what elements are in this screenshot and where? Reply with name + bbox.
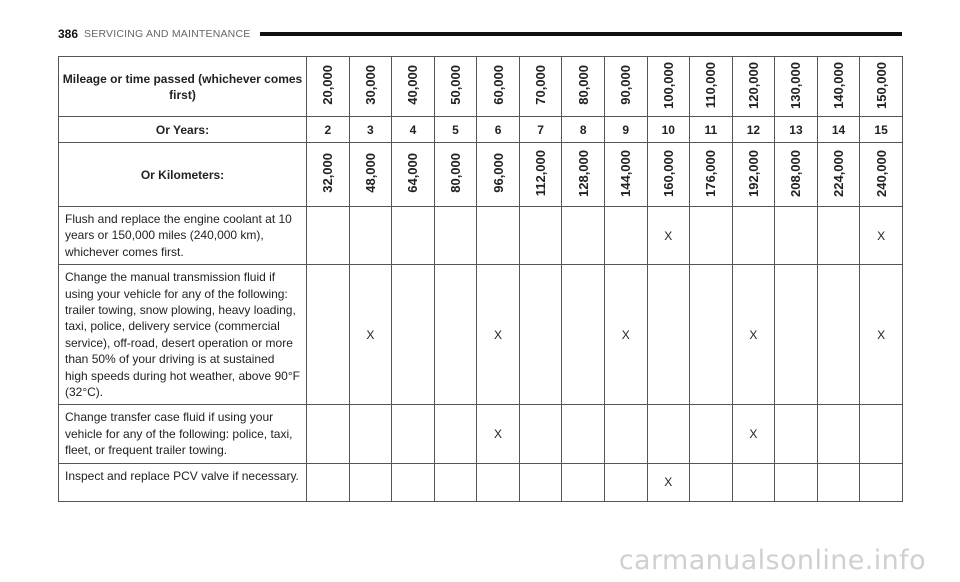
service-mark: X <box>647 463 690 501</box>
mileage-value: 120,000 <box>745 61 761 109</box>
service-description: Flush and replace the engine coolant at 10 years or 150,000 miles (240,000 km), whichever comes first. <box>59 207 307 265</box>
service-mark <box>519 265 562 405</box>
service-mark: X <box>732 265 775 405</box>
mileage-cell <box>477 57 520 117</box>
service-mark <box>562 405 605 463</box>
mileage-cell <box>349 57 392 117</box>
kilometers-cell <box>562 143 605 207</box>
service-mark <box>690 265 733 405</box>
years-value: 15 <box>860 117 903 143</box>
service-mark <box>392 265 435 405</box>
kilometers-cell <box>477 143 520 207</box>
service-mark <box>732 207 775 265</box>
kilometers-label: Or Kilometers: <box>59 143 307 207</box>
years-value: 5 <box>434 117 477 143</box>
years-label: Or Years: <box>59 117 307 143</box>
kilometers-value: 80,000 <box>447 153 463 193</box>
mileage-cell <box>732 57 775 117</box>
kilometers-cell <box>604 143 647 207</box>
years-value: 13 <box>775 117 818 143</box>
service-mark <box>562 463 605 501</box>
kilometers-cell <box>775 143 818 207</box>
mileage-value: 130,000 <box>788 61 804 109</box>
mileage-value: 140,000 <box>831 61 847 109</box>
service-mark <box>392 405 435 463</box>
mileage-label: Mileage or time passed (whichever comes first) <box>59 57 307 117</box>
mileage-cell <box>775 57 818 117</box>
mileage-cell <box>860 57 903 117</box>
kilometers-value: 32,000 <box>320 153 336 193</box>
watermark: carmanualsonline.info <box>618 545 926 576</box>
service-mark <box>392 207 435 265</box>
mileage-value: 50,000 <box>447 65 463 105</box>
service-description: Inspect and replace PCV valve if necessary. <box>59 463 307 501</box>
service-mark <box>860 405 903 463</box>
kilometers-value: 224,000 <box>831 149 847 197</box>
section-title: SERVICING AND MAINTENANCE <box>84 28 251 40</box>
service-mark <box>434 265 477 405</box>
mileage-value: 100,000 <box>660 61 676 109</box>
page-number: 386 <box>58 27 79 41</box>
mileage-value: 80,000 <box>575 65 591 105</box>
kilometers-cell <box>732 143 775 207</box>
years-value: 2 <box>307 117 350 143</box>
service-mark <box>349 405 392 463</box>
service-row <box>59 207 903 265</box>
service-mark <box>477 463 520 501</box>
mileage-cell <box>647 57 690 117</box>
kilometers-cell <box>307 143 350 207</box>
service-mark <box>434 405 477 463</box>
service-mark <box>817 405 860 463</box>
years-value: 14 <box>817 117 860 143</box>
mileage-value: 20,000 <box>320 65 336 105</box>
service-mark: X <box>860 207 903 265</box>
mileage-value: 90,000 <box>618 65 634 105</box>
service-mark <box>732 463 775 501</box>
mileage-value: 60,000 <box>490 65 506 105</box>
service-mark <box>307 405 350 463</box>
service-description: Change transfer case fluid if using your vehicle for any of the following: police, taxi, fleet, or frequent trailer towing. <box>59 405 307 463</box>
mileage-value: 70,000 <box>533 65 549 105</box>
kilometers-value: 64,000 <box>405 153 421 193</box>
mileage-cell <box>519 57 562 117</box>
service-mark <box>349 207 392 265</box>
years-row <box>59 117 903 143</box>
mileage-value: 150,000 <box>873 61 889 109</box>
service-row <box>59 405 903 463</box>
service-mark: X <box>732 405 775 463</box>
kilometers-value: 192,000 <box>745 149 761 197</box>
mileage-cell <box>604 57 647 117</box>
kilometers-value: 144,000 <box>618 149 634 197</box>
service-mark <box>349 463 392 501</box>
service-mark <box>775 207 818 265</box>
page-header <box>58 26 902 42</box>
kilometers-value: 48,000 <box>362 153 378 193</box>
kilometers-value: 208,000 <box>788 149 804 197</box>
mileage-cell <box>817 57 860 117</box>
kilometers-value: 128,000 <box>575 149 591 197</box>
kilometers-value: 96,000 <box>490 153 506 193</box>
mileage-value: 40,000 <box>405 65 421 105</box>
service-mark <box>860 463 903 501</box>
service-mark <box>307 265 350 405</box>
service-mark: X <box>477 405 520 463</box>
service-mark <box>604 405 647 463</box>
mileage-cell <box>562 57 605 117</box>
mileage-row <box>59 57 903 117</box>
service-mark <box>434 207 477 265</box>
service-mark <box>817 463 860 501</box>
service-mark <box>519 405 562 463</box>
service-mark <box>307 207 350 265</box>
service-mark <box>690 405 733 463</box>
kilometers-value: 240,000 <box>873 149 889 197</box>
kilometers-row <box>59 143 903 207</box>
service-mark <box>647 405 690 463</box>
service-mark <box>519 463 562 501</box>
service-mark <box>434 463 477 501</box>
service-mark <box>817 207 860 265</box>
header-rule <box>260 32 902 36</box>
service-mark <box>307 463 350 501</box>
years-value: 6 <box>477 117 520 143</box>
service-mark <box>647 265 690 405</box>
service-mark <box>519 207 562 265</box>
mileage-cell <box>690 57 733 117</box>
service-mark <box>604 463 647 501</box>
service-row <box>59 463 903 501</box>
years-value: 11 <box>690 117 733 143</box>
kilometers-value: 112,000 <box>533 149 549 197</box>
service-mark <box>775 265 818 405</box>
years-value: 10 <box>647 117 690 143</box>
service-mark <box>477 207 520 265</box>
years-value: 8 <box>562 117 605 143</box>
mileage-value: 110,000 <box>703 61 719 109</box>
service-mark: X <box>477 265 520 405</box>
kilometers-value: 160,000 <box>660 149 676 197</box>
service-mark <box>775 405 818 463</box>
kilometers-cell <box>817 143 860 207</box>
service-mark <box>604 207 647 265</box>
kilometers-cell <box>647 143 690 207</box>
years-value: 3 <box>349 117 392 143</box>
years-value: 4 <box>392 117 435 143</box>
kilometers-cell <box>434 143 477 207</box>
service-mark <box>562 265 605 405</box>
kilometers-cell <box>690 143 733 207</box>
kilometers-cell <box>349 143 392 207</box>
kilometers-cell <box>392 143 435 207</box>
years-value: 9 <box>604 117 647 143</box>
service-description: Change the manual transmission fluid if using your vehicle for any of the following: trailer towing, snow plowing, heavy loading, taxi, police, delivery service (commercial service), off-road, desert operation or more than 50% of your driving is at sustained high speeds during hot weather, above 90°F (32°C). <box>59 265 307 405</box>
mileage-cell <box>434 57 477 117</box>
service-mark <box>690 463 733 501</box>
maintenance-schedule-table <box>58 56 903 502</box>
years-value: 12 <box>732 117 775 143</box>
service-mark <box>775 463 818 501</box>
service-mark: X <box>349 265 392 405</box>
mileage-cell <box>307 57 350 117</box>
service-mark <box>392 463 435 501</box>
kilometers-value: 176,000 <box>703 149 719 197</box>
service-mark <box>817 265 860 405</box>
service-mark <box>690 207 733 265</box>
service-mark: X <box>647 207 690 265</box>
service-mark: X <box>604 265 647 405</box>
service-mark <box>562 207 605 265</box>
kilometers-cell <box>519 143 562 207</box>
years-value: 7 <box>519 117 562 143</box>
kilometers-cell <box>860 143 903 207</box>
mileage-cell <box>392 57 435 117</box>
service-row <box>59 265 903 405</box>
service-mark: X <box>860 265 903 405</box>
mileage-value: 30,000 <box>362 65 378 105</box>
